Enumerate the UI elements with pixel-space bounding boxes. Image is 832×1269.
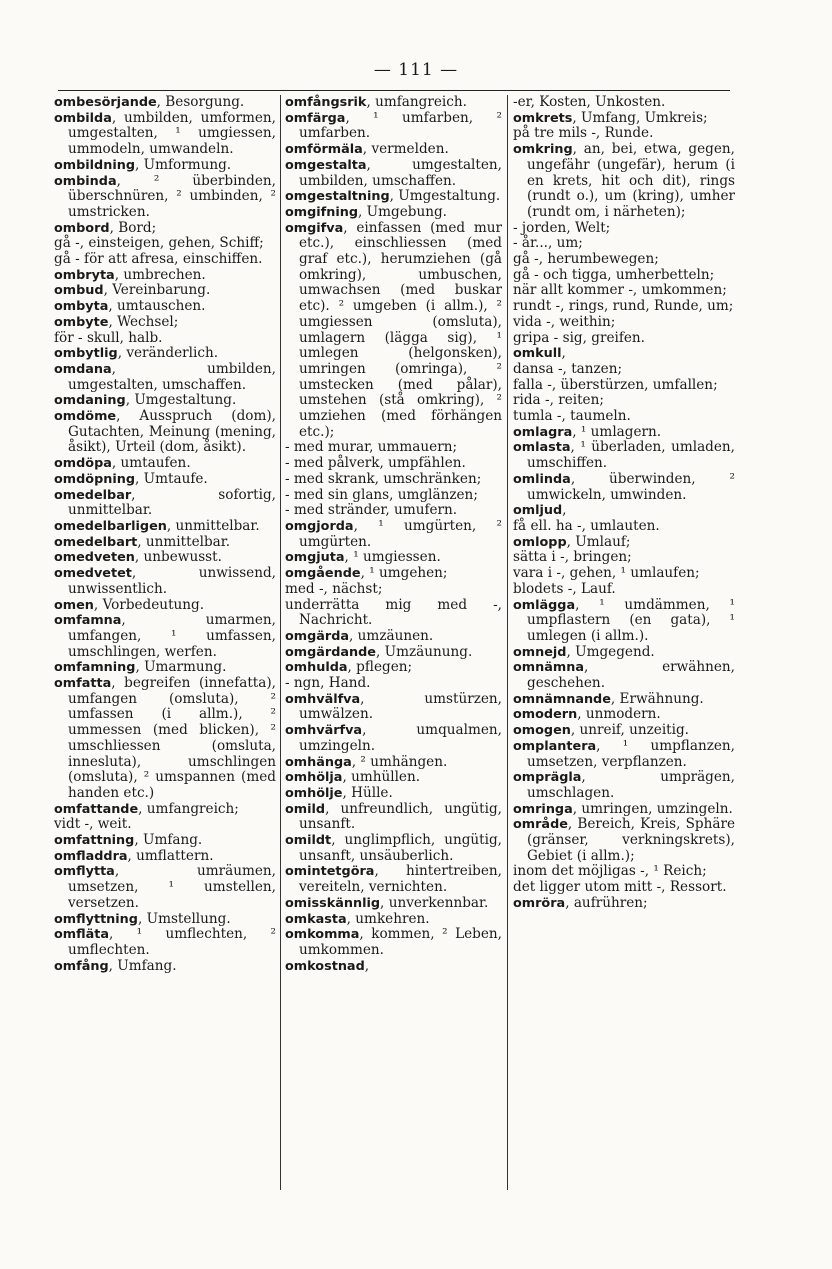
dictionary-subentry	[513, 331, 735, 347]
dictionary-subentry	[285, 440, 502, 456]
entry-definition: underrätta mig med -, Nachricht.	[285, 596, 502, 629]
dictionary-subentry	[54, 817, 276, 833]
entry-definition: gå -, einsteigen, gehen, Schiff;	[54, 235, 264, 252]
dictionary-entry	[285, 660, 502, 676]
dictionary-entry	[54, 550, 276, 566]
entry-definition: , umprägen, umschlagen.	[527, 769, 735, 801]
dictionary-entry	[54, 283, 276, 299]
entry-headword: omgestalta	[285, 157, 367, 173]
entry-definition: , umringen, umzingeln.	[572, 800, 733, 817]
dictionary-entry	[285, 896, 502, 912]
entry-headword: omhvärfva	[285, 723, 363, 739]
dictionary-subentry	[513, 221, 735, 237]
dictionary-entry	[54, 393, 276, 409]
dictionary-entry	[513, 770, 735, 801]
dictionary-entry	[285, 692, 502, 723]
dictionary-subentry	[513, 283, 735, 299]
dictionary-entry	[54, 456, 276, 472]
dictionary-entry	[54, 472, 276, 488]
dictionary-entry	[54, 409, 276, 456]
entry-definition: sätta i -, bringen;	[513, 549, 632, 566]
entry-definition: , kommen, ² Leben, umkommen.	[299, 926, 502, 958]
entry-definition: , Umzäunung.	[375, 643, 473, 660]
entry-headword: omkull	[513, 346, 562, 362]
dictionary-subentry	[285, 503, 502, 519]
dictionary-subentry	[285, 582, 502, 598]
entry-headword: område	[513, 817, 568, 833]
entry-headword: omfamning	[54, 660, 136, 676]
entry-headword: omfläta	[54, 927, 109, 943]
entry-definition: , einfassen (med mur etc.), einschliessen (med graf etc.), herumziehen (gå omkring), umbuschen, umwachsen (med buskar etc). ² umgeben (i allm.), ² umgiessen (omsluta), umlagern (lägga sig), ¹ umlegen (helgonsken), umringen (omringa), ² umstecken (med pålar), umstehen (stå omkring), ² umziehen (med förhängen etc.);	[299, 219, 502, 440]
dictionary-entry	[513, 472, 735, 503]
entry-definition: - med pålverk, umpfählen.	[285, 455, 466, 472]
dictionary-entry	[54, 362, 276, 393]
entry-definition: , umstürzen, umwälzen.	[299, 690, 502, 723]
entry-definition: , ¹ umgehen;	[360, 565, 448, 582]
page-number: — 111 —	[373, 60, 459, 80]
entry-headword: omedelbar	[54, 487, 132, 503]
dictionary-subentry	[513, 880, 735, 896]
dictionary-entry	[54, 158, 276, 174]
entry-definition: för - skull, halb.	[54, 329, 163, 346]
dictionary-subentry	[513, 409, 735, 425]
entry-definition: , umbrechen.	[114, 266, 206, 283]
entry-headword: omdöme	[54, 409, 117, 425]
entry-definition: , Umgegend.	[566, 643, 655, 660]
entry-definition: , ¹ umflechten, ² umflechten.	[68, 926, 276, 958]
entry-definition: ,	[561, 345, 566, 362]
dictionary-entry	[285, 864, 502, 895]
dictionary-entry	[285, 566, 502, 582]
entry-headword: omhölja	[285, 770, 343, 786]
dictionary-entry	[285, 142, 502, 158]
entry-definition: , ¹ umdämmen, ¹ umpflastern (en gata), ¹ umlegen (i allm.).	[527, 596, 735, 644]
dictionary-entry	[54, 346, 276, 362]
entry-headword: omdöpning	[54, 471, 136, 487]
dictionary-subentry	[513, 582, 735, 598]
entry-definition: det ligger utom mitt -, Ressort.	[513, 879, 727, 896]
entry-headword: omedelbarligen	[54, 518, 167, 534]
dictionary-entry	[285, 755, 502, 771]
entry-definition: , unfreundlich, ungütig, unsanft.	[299, 800, 502, 833]
dictionary-entry	[513, 346, 735, 362]
dictionary-entry	[285, 629, 502, 645]
entry-definition: , Umarmung.	[135, 659, 227, 676]
dictionary-entry	[513, 723, 735, 739]
dictionary-entry	[54, 833, 276, 849]
dictionary-entry	[285, 158, 502, 189]
entry-definition: , umtauschen.	[108, 298, 206, 315]
entry-headword: omfattande	[54, 801, 139, 817]
entry-definition: , umfangreich;	[138, 800, 239, 817]
entry-headword: omen	[54, 597, 94, 613]
entry-headword: omröra	[513, 895, 566, 911]
dictionary-entry	[513, 111, 735, 127]
entry-headword: omgärdande	[285, 644, 376, 660]
entry-headword: omfångsrik	[285, 95, 367, 110]
entry-definition: , unglimpflich, ungütig, unsanft, unsäuberlich.	[299, 832, 502, 864]
entry-headword: omdana	[54, 361, 112, 377]
dictionary-entry	[285, 723, 502, 754]
entry-headword: omhulda	[285, 660, 348, 676]
entry-headword: omildt	[285, 833, 332, 849]
dictionary-entry	[513, 660, 735, 691]
entry-headword: omförmäla	[285, 142, 363, 158]
entry-headword: ombyta	[54, 299, 109, 315]
entry-definition: , umfangreich.	[366, 94, 467, 110]
entry-definition: , aufrühren;	[565, 894, 648, 911]
dictionary-entry	[285, 519, 502, 550]
dictionary-entry	[513, 425, 735, 441]
entry-headword: omlopp	[513, 534, 567, 550]
dictionary-entry	[513, 142, 735, 221]
entry-headword: ombildning	[54, 157, 135, 173]
entry-definition: , Ausspruch (dom), Gutachten, Meinung (mening, åsikt), Urteil (dom, åsikt).	[68, 408, 276, 456]
entry-headword: omringa	[513, 801, 573, 817]
dictionary-entry	[285, 550, 502, 566]
entry-headword: omkring	[513, 142, 573, 158]
dictionary-entry	[513, 817, 735, 864]
dictionary-subentry	[54, 331, 276, 347]
entry-definition: , Umtaufe.	[135, 470, 208, 487]
entry-headword: omedvetet	[54, 566, 132, 582]
dictionary-entry	[54, 299, 276, 315]
dictionary-entry	[513, 739, 735, 770]
dictionary-entry	[54, 488, 276, 519]
dictionary-entry	[285, 770, 502, 786]
entry-headword: ombinda	[54, 173, 117, 189]
entry-definition: , umhüllen.	[342, 769, 421, 786]
entry-headword: omdöpa	[54, 456, 112, 472]
entry-definition: vida -, weithin;	[513, 313, 616, 330]
entry-definition: vara i -, gehen, ¹ umlaufen;	[513, 565, 700, 582]
entry-headword: omhölje	[285, 785, 343, 801]
entry-definition: , umbilden, umformen, umgestalten, ¹ umgiessen, ummodeln, umwandeln.	[68, 109, 276, 158]
entry-headword: omdaning	[54, 393, 126, 409]
entry-definition: dansa -, tanzen;	[513, 360, 623, 377]
entry-definition: - med murar, ummauern;	[285, 439, 458, 456]
entry-definition: , unreif, unzeitig.	[570, 722, 690, 739]
entry-headword: omfattning	[54, 833, 135, 849]
entry-definition: , Umfang, Umkreis;	[572, 109, 708, 126]
dictionary-entry	[54, 268, 276, 284]
entry-headword: ombud	[54, 283, 104, 299]
entry-headword: omfladdra	[54, 848, 128, 864]
dictionary-subentry	[513, 315, 735, 331]
entry-definition: - med skrank, umschränken;	[285, 470, 482, 487]
entry-definition: , überwinden, ² umwickeln, umwinden.	[527, 470, 735, 503]
dictionary-entry	[285, 959, 502, 975]
dictionary-subentry	[513, 864, 735, 880]
entry-headword: omhänga	[285, 754, 352, 770]
dictionary-entry	[513, 896, 735, 912]
dictionary-entry	[54, 519, 276, 535]
entry-definition: , Umgestaltung.	[125, 392, 237, 409]
entry-headword: omild	[285, 801, 326, 817]
entry-definition: , vermelden.	[362, 141, 449, 158]
entry-headword: ombord	[54, 220, 110, 236]
dictionary-subentry	[513, 378, 735, 394]
entry-definition: , umzäunen.	[349, 627, 434, 644]
dictionary-entry	[285, 189, 502, 205]
entry-definition: , sofortig, unmittelbar.	[68, 486, 276, 519]
entry-headword: omplantera	[513, 738, 597, 754]
entry-headword: omflytta	[54, 864, 115, 880]
dictionary-entry	[54, 535, 276, 551]
entry-definition: , ¹ umpflanzen, umsetzen, verpflanzen.	[527, 737, 735, 770]
dictionary-subentry	[513, 299, 735, 315]
entry-definition: , ¹ umgiessen.	[344, 549, 441, 566]
dictionary-subentry	[513, 566, 735, 582]
entry-headword: omkasta	[285, 911, 347, 927]
column-middle	[285, 95, 502, 974]
entry-definition: gå - för att afresa, einschiffen.	[54, 251, 263, 268]
entry-definition: - med stränder, umufern.	[285, 502, 458, 519]
entry-definition: , unbewusst.	[134, 549, 222, 566]
entry-definition: , begreifen (innefatta), umfangen (omsluta), ² umfassen (i allm.), ² ummessen (med blicken), ² umschliessen (omsluta, innesluta), umschlingen (omsluta), ² umspannen (med handen etc.)	[68, 675, 276, 801]
entry-headword: omedveten	[54, 550, 135, 566]
entry-headword: ombryta	[54, 267, 115, 283]
entry-definition: , Besorgung.	[156, 94, 245, 110]
dictionary-entry	[54, 676, 276, 802]
entry-definition: inom det möjligas -, ¹ Reich;	[513, 863, 707, 880]
dictionary-subentry	[285, 472, 502, 488]
entry-definition: , ¹ umfarben, ² umfarben.	[299, 109, 502, 142]
dictionary-entry	[285, 802, 502, 833]
dictionary-entry	[54, 111, 276, 158]
dictionary-entry	[513, 645, 735, 661]
entry-definition: , ¹ umgürten, ² umgürten.	[299, 517, 502, 550]
entry-definition: - år..., um;	[513, 235, 583, 252]
entry-definition: , umarmen, umfangen, ¹ umfassen, umschlingen, werfen.	[68, 612, 276, 660]
entry-definition: , ¹ überladen, umladen, umschiffen.	[527, 439, 735, 472]
entry-headword: omnejd	[513, 644, 567, 660]
entry-definition: , umgestalten, umbilden, umschaffen.	[299, 156, 502, 189]
column-left	[54, 95, 276, 974]
entry-headword: omnämnande	[513, 691, 611, 707]
entry-headword: omgifning	[285, 204, 359, 220]
dictionary-entry	[54, 174, 276, 221]
dictionary-entry	[54, 660, 276, 676]
entry-definition: , an, bei, etwa, gegen, ungefähr (ungefär), herum (i en krets, hit och dit), rings (rundt o.), um (kring), umher (rundt om, i närheten);	[527, 141, 735, 220]
dictionary-entry	[54, 221, 276, 237]
dictionary-entry	[285, 912, 502, 928]
entry-definition: , Bereich, Kreis, Sphäre (gränser, verkningskrets), Gebiet (i allm.);	[527, 816, 735, 864]
dictionary-entry	[513, 707, 735, 723]
dictionary-entry	[54, 927, 276, 958]
dictionary-subentry	[285, 456, 502, 472]
entry-headword: omgifva	[285, 220, 344, 236]
entry-headword: omnämna	[513, 660, 584, 676]
entry-definition: - jorden, Welt;	[513, 219, 611, 236]
entry-definition: , hintertreiben, vereiteln, vernichten.	[299, 863, 502, 896]
entry-definition: , Umfang.	[134, 832, 203, 849]
entry-headword: omkostnad	[285, 958, 365, 974]
entry-definition: , veränderlich.	[117, 345, 219, 362]
entry-definition: , Umfang.	[108, 957, 177, 974]
entry-headword: ombilda	[54, 110, 112, 126]
entry-definition: , unwissend, unwissentlich.	[68, 565, 276, 597]
entry-definition: , umtaufen.	[111, 455, 191, 472]
entry-definition: , ² überbinden, überschnüren, ² umbinden, ² umstricken.	[68, 172, 276, 220]
entry-headword: ombyte	[54, 314, 109, 330]
dictionary-subentry	[513, 393, 735, 409]
entry-definition: gå -, herumbewegen;	[513, 251, 659, 268]
entry-headword: omgående	[285, 566, 361, 582]
entry-headword: omlasta	[513, 440, 571, 456]
entry-definition: ,	[562, 502, 567, 519]
dictionary-entry	[513, 440, 735, 471]
dictionary-subentry	[54, 252, 276, 268]
entry-headword: omljud	[513, 503, 563, 519]
entry-definition: , Umgestaltung.	[389, 188, 501, 205]
entry-definition: , Umstellung.	[137, 910, 231, 927]
entry-definition: rida -, reiten;	[513, 392, 604, 409]
entry-definition: , Hülle.	[342, 784, 393, 801]
entry-definition: när allt kommer -, umkommen;	[513, 282, 727, 299]
entry-definition: , Umformung.	[135, 156, 232, 173]
entry-headword: omedelbart	[54, 534, 138, 550]
entry-definition: , erwähnen, geschehen.	[527, 659, 735, 692]
column-divider	[507, 95, 508, 1190]
dictionary-entry	[513, 802, 735, 818]
entry-definition: , umbilden, umgestalten, umschaffen.	[68, 360, 276, 393]
entry-definition: gripa - sig, greifen.	[513, 329, 646, 346]
entry-definition: , Erwähnung.	[610, 690, 704, 707]
entry-definition: , ¹ umlagern.	[572, 423, 662, 440]
dictionary-entry	[54, 802, 276, 818]
entry-definition: , unmodern.	[577, 706, 661, 723]
entry-definition: , Vorbedeutung.	[93, 596, 205, 613]
entry-headword: omodern	[513, 707, 578, 723]
dictionary-subentry	[513, 268, 735, 284]
entry-headword: ombesörjande	[54, 95, 157, 110]
entry-definition: tumla -, taumeln.	[513, 408, 631, 425]
entry-headword: omfärga	[285, 110, 346, 126]
dictionary-subentry	[513, 95, 735, 111]
entry-definition: , unverkennbar.	[380, 894, 489, 911]
entry-definition: med -, nächst;	[285, 580, 383, 597]
dictionary-entry	[285, 786, 502, 802]
entry-headword: omfång	[54, 958, 109, 974]
dictionary-entry	[285, 645, 502, 661]
entry-headword: omogen	[513, 723, 571, 739]
entry-definition: ,	[364, 957, 370, 974]
entry-definition: , unmittelbar.	[137, 533, 231, 550]
dictionary-subentry	[285, 676, 502, 692]
entry-definition: , Wechsel;	[108, 313, 179, 330]
entry-headword: omlägga	[513, 597, 576, 613]
dictionary-subentry	[513, 519, 735, 535]
dictionary-entry	[54, 95, 276, 111]
dictionary-subentry	[513, 550, 735, 566]
entry-definition: på tre mils -, Runde.	[513, 125, 654, 142]
entry-definition: , Vereinbarung.	[103, 282, 211, 299]
dictionary-entry	[285, 927, 502, 958]
dictionary-subentry	[513, 236, 735, 252]
entry-definition: , unmittelbar.	[166, 517, 260, 534]
entry-headword: omkrets	[513, 110, 573, 126]
entry-headword: omprägla	[513, 770, 582, 786]
entry-headword: omkomma	[285, 927, 360, 943]
entry-headword: omfamna	[54, 613, 122, 629]
entry-definition: få ell. ha -, umlauten.	[513, 517, 660, 534]
entry-headword: omlinda	[513, 471, 571, 487]
dictionary-entry	[54, 959, 276, 975]
entry-definition: - med sin glans, umglänzen;	[285, 486, 478, 503]
dictionary-subentry	[513, 126, 735, 142]
dictionary-subentry	[285, 598, 502, 629]
entry-definition: rundt -, rings, rund, Runde, um;	[513, 298, 734, 315]
entry-definition: , ² umhängen.	[351, 753, 448, 770]
dictionary-subentry	[54, 236, 276, 252]
dictionary-entry	[513, 598, 735, 645]
dictionary-entry	[285, 95, 502, 111]
entry-definition: , umflattern.	[127, 847, 214, 864]
dictionary-entry	[54, 849, 276, 865]
entry-definition: falla -, überstürzen, umfallen;	[513, 376, 718, 393]
dictionary-entry	[54, 912, 276, 928]
entry-definition: -er, Kosten, Unkosten.	[513, 94, 666, 110]
dictionary-subentry	[285, 488, 502, 504]
entry-headword: omisskännlig	[285, 895, 381, 911]
column-divider	[280, 95, 281, 1190]
dictionary-entry	[54, 315, 276, 331]
entry-headword: omgjuta	[285, 550, 345, 566]
dictionary-entry	[285, 205, 502, 221]
entry-definition: gå - och tigga, umherbetteln;	[513, 266, 715, 283]
entry-headword: omhvälfva	[285, 691, 361, 707]
entry-headword: omflyttning	[54, 911, 138, 927]
entry-definition: , pflegen;	[347, 659, 413, 676]
entry-headword: omintetgöra	[285, 864, 375, 880]
entry-definition: , umkehren.	[346, 910, 430, 927]
dictionary-entry	[54, 613, 276, 660]
dictionary-entry	[285, 221, 502, 441]
dictionary-entry	[513, 535, 735, 551]
entry-headword: omlagra	[513, 424, 573, 440]
dictionary-entry	[513, 692, 735, 708]
dictionary-subentry	[513, 362, 735, 378]
entry-definition: , Bord;	[109, 219, 157, 236]
entry-headword: omgjorda	[285, 518, 354, 534]
entry-definition: , Umgebung.	[358, 203, 447, 220]
entry-definition: - ngn, Hand.	[285, 675, 371, 692]
dictionary-entry	[513, 503, 735, 519]
entry-definition: vidt -, weit.	[54, 816, 132, 833]
entry-headword: omgestaltning	[285, 189, 390, 205]
header-rule	[58, 90, 730, 91]
dictionary-subentry	[513, 252, 735, 268]
column-right	[513, 95, 735, 912]
entry-headword: ombytlig	[54, 346, 118, 362]
entry-headword: omgärda	[285, 628, 350, 644]
entry-definition: , Umlauf;	[566, 533, 631, 550]
dictionary-entry	[54, 598, 276, 614]
entry-definition: , umräumen, umsetzen, ¹ umstellen, versetzen.	[68, 863, 276, 911]
dictionary-entry	[285, 833, 502, 864]
dictionary-entry	[54, 566, 276, 597]
entry-headword: omfatta	[54, 676, 112, 692]
entry-definition: blodets -, Lauf.	[513, 580, 616, 597]
dictionary-entry	[54, 864, 276, 911]
dictionary-entry	[285, 111, 502, 142]
entry-definition: , umqualmen, umzingeln.	[299, 722, 502, 754]
